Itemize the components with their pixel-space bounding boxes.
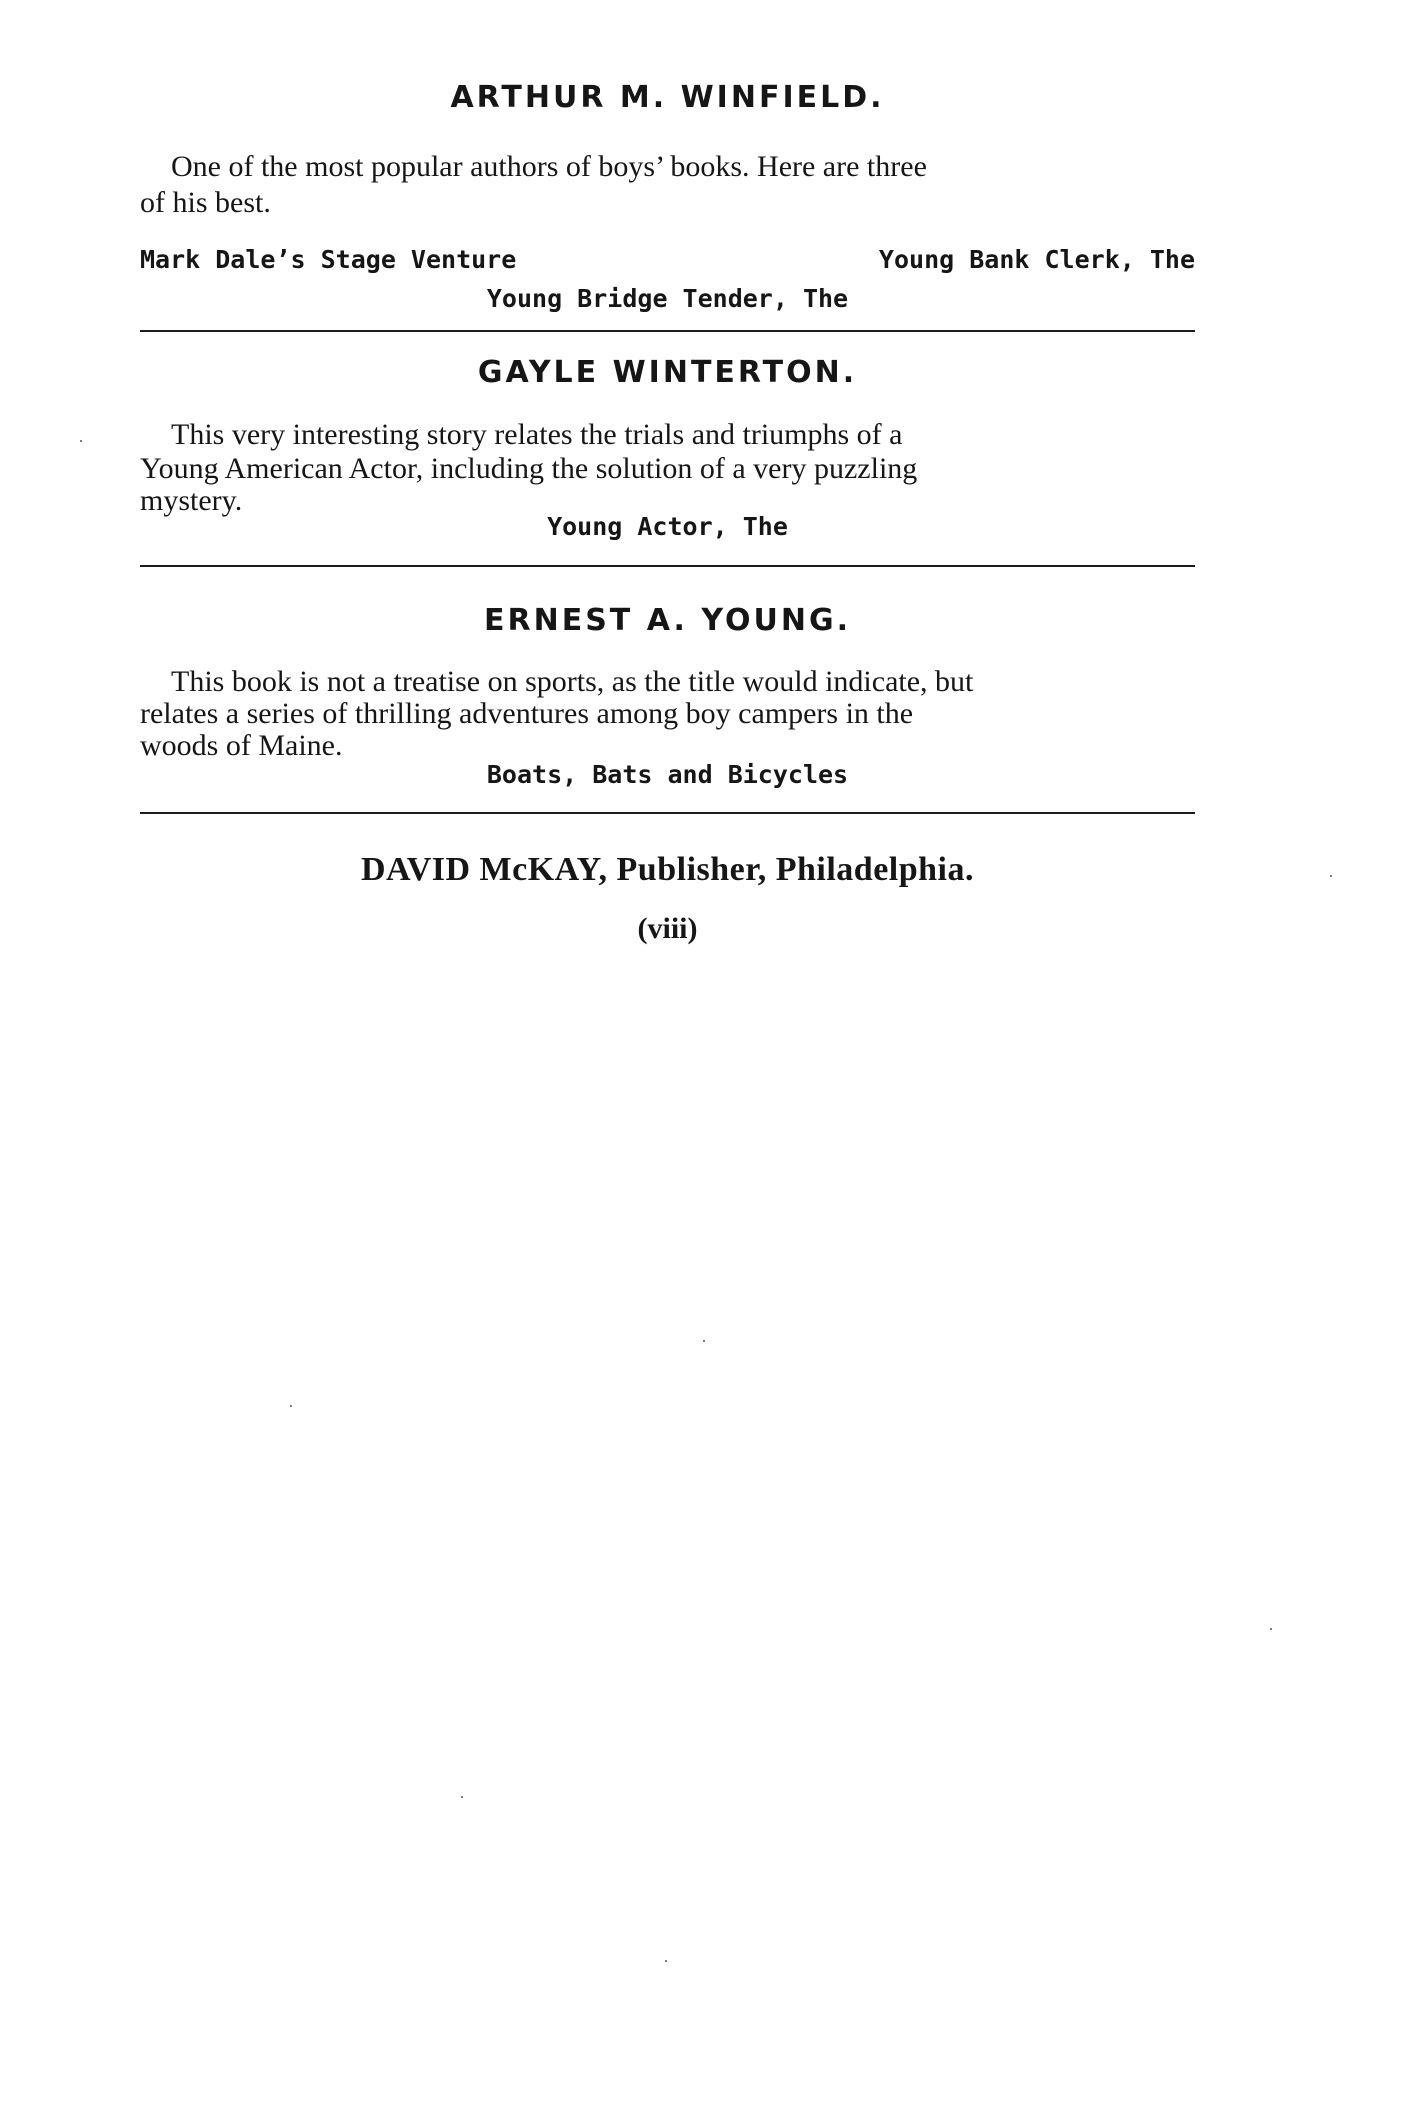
book-title-young-bank-clerk: Young Bank Clerk, The [878, 245, 1195, 274]
section-divider [140, 812, 1195, 814]
book-title-boats-bats-bicycles: Boats, Bats and Bicycles [486, 760, 849, 789]
blurb-line [140, 418, 1195, 452]
blurb-line [140, 697, 1195, 731]
scan-speck [80, 440, 82, 442]
blurb-text: of his best. [140, 186, 271, 219]
scan-speck [1330, 875, 1332, 877]
blurb-line [140, 186, 1195, 220]
blurb-text: woods of Maine. [140, 729, 343, 762]
scan-speck [290, 1405, 292, 1407]
scan-speck [461, 1796, 463, 1798]
author-heading-winfield: ARTHUR M. WINFIELD. [450, 80, 885, 115]
page-number: (viii) [637, 912, 698, 945]
blurb-line [140, 452, 1195, 486]
scan-speck [665, 1960, 667, 1962]
blurb-text: relates a series of thrilling adventures among boy campers in the [140, 697, 914, 730]
scan-speck [1270, 1628, 1272, 1630]
section-divider [140, 330, 1195, 332]
author-heading-winterton: GAYLE WINTERTON. [477, 355, 858, 390]
blurb-text: Young American Actor, including the solution of a very puzzling [140, 452, 918, 485]
book-title-young-bridge-tender: Young Bridge Tender, The [486, 284, 849, 313]
blurb-text: This very interesting story relates the trials and triumphs of a [171, 418, 903, 451]
blurb-text: This book is not a treatise on sports, as the title would indicate, but [171, 665, 974, 698]
section-divider [140, 565, 1195, 567]
publisher-imprint: DAVID McKAY, Publisher, Philadelphia. [360, 851, 975, 888]
book-title-young-actor: Young Actor, The [547, 512, 788, 541]
author-heading-young: ERNEST A. YOUNG. [484, 603, 851, 638]
blurb-line [140, 150, 1195, 184]
book-title-mark-dale: Mark Dale’s Stage Venture [140, 245, 517, 274]
blurb-text: mystery. [140, 484, 243, 517]
scan-speck [703, 1340, 705, 1342]
blurb-line [140, 665, 1195, 699]
blurb-text: One of the most popular authors of boys’ books. Here are three [171, 150, 927, 183]
blurb-line [140, 729, 1195, 763]
